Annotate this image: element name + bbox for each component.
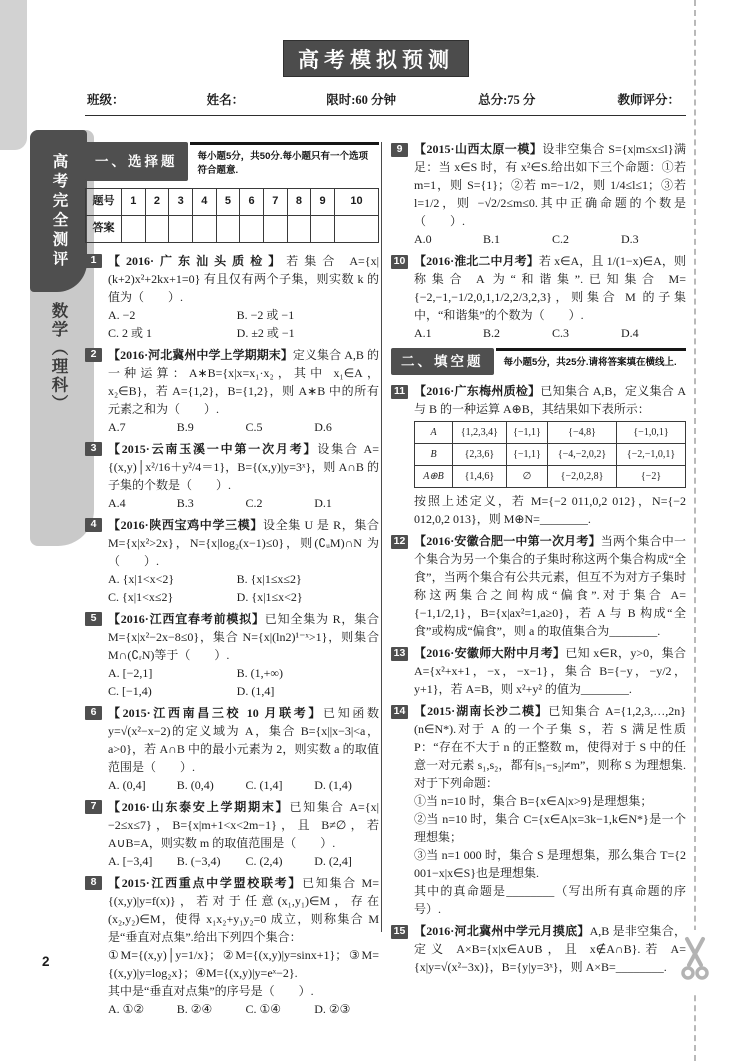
option-d: D. (2,4]: [314, 853, 352, 868]
answer-cell: [240, 215, 264, 242]
option-d: D.1: [314, 495, 332, 510]
question-source: 【2015·江西重点中学盟校联考】: [108, 875, 303, 890]
answer-grid-number-row: [86, 188, 379, 215]
question-3: [85, 440, 379, 512]
section-1-header: [85, 142, 379, 181]
option-a: A. {x|1<x<2}: [108, 571, 175, 586]
sidebar-subject: [38, 302, 78, 502]
option-c: C. ①④: [245, 1001, 282, 1016]
options: [108, 306, 379, 342]
question-number-badge: 2: [85, 348, 102, 362]
option-d: D. ②③: [314, 1001, 351, 1016]
section-2-badge: 二、填空题: [391, 348, 494, 375]
option-a: A.0: [414, 232, 432, 246]
option-d: D. (1,4): [314, 777, 352, 792]
options: [108, 664, 379, 700]
right-column: [391, 140, 686, 980]
question-7: [85, 798, 379, 870]
answer-cell: [287, 215, 311, 242]
section-1-note: 每小题5分，共50分.每小题只有一个选项符合题意.: [190, 142, 380, 181]
question-source: 【2015·云南玉溪一中第一次月考】: [108, 441, 318, 456]
option-b: B. (0,4): [176, 777, 214, 792]
sidebar-series-label: 高考完全测评: [50, 152, 68, 270]
option-d: D. ±2 或 −1: [236, 325, 295, 340]
question-number-badge: 14: [391, 705, 408, 719]
question-text: 【2016·江西宜春考前模拟】已知全集为 R，集合 M={x|x²−2x−8≤0}，集合 N={x|(ln2)¹⁻ˣ>1}，则集合 M∩(∁ᵣN)等于（ ）.: [108, 611, 379, 662]
option-c: C. (1,4]: [245, 777, 283, 792]
option-d: D. (1,4]: [236, 683, 275, 698]
answer-grid-col: 4: [192, 188, 216, 215]
question-text: 【2016·广东梅州质检】已知集合 A,B，定义集合 A 与 B 的一种运算 A⊕B，其结果如下表所示：: [414, 384, 686, 417]
option-c: C. [−1,4): [108, 683, 152, 698]
section-1-badge: 一、选择题: [85, 142, 188, 181]
page-edge-shade: [0, 0, 27, 150]
option-b: B.2: [483, 326, 501, 340]
question-number-badge: 4: [85, 518, 102, 532]
answer-grid-col: 3: [169, 188, 193, 215]
question-source: 【2016·淮北二中月考】: [414, 254, 539, 268]
option-d: D.4: [621, 326, 639, 340]
question-12: [391, 532, 686, 640]
question-8: [85, 874, 379, 1018]
question-number-badge: 15: [391, 925, 408, 939]
option-d: D.6: [314, 419, 332, 434]
section-2-note: 每小题5分，共25分.请将答案填在横线上.: [496, 348, 687, 375]
question-source: 【2015·湖南长沙二模】: [414, 704, 549, 719]
option-c: C.2: [552, 232, 570, 246]
option-a: A. [−3,4]: [108, 853, 153, 868]
question-text: 【2015·云南玉溪一中第一次月考】设集合 A={(x,y)│x²/16＋y²/4＝1}，B={(x,y)|y=3ˣ}，则 A∩B 的子集的个数是（ ）.: [108, 441, 379, 492]
option-b: B. −2 或 −1: [236, 307, 295, 322]
option-c: C.3: [552, 326, 570, 340]
section-2-header: [391, 348, 686, 375]
column-divider: [381, 142, 382, 932]
question-14: [391, 702, 686, 918]
question-tail: 按照上述定义，若 M={−2 011,0,2 012}，N={−2 012,0,2 013}，则 M⊕N=________.: [414, 494, 686, 527]
question-15: [391, 922, 686, 976]
option-c: C. (2,4): [245, 853, 283, 868]
question-source: 【2015·山西太原一模】: [414, 142, 543, 156]
option-d: D. {x|1≤x<2}: [236, 589, 303, 604]
question-source: 【2016·陕西宝鸡中学三模】: [108, 517, 263, 532]
question-source: 【2015·江西南昌三校 10 月联考】: [108, 705, 324, 720]
question-5: [85, 610, 379, 700]
answer-grid-col: 9: [311, 188, 335, 215]
option-b: B. (1,+∞): [236, 665, 283, 680]
question-text: 【2015·江西重点中学盟校联考】已知集合 M={(x,y)|y=f(x)}，若对于任意(x₁,y₁)∈M，存在(x₂,y₂)∈M，使得 x₁x₂+y₁y₂=0 成立，则称集合 M 是“垂直对点集”.给出下列四个集合：: [108, 875, 379, 944]
question-number-badge: 8: [85, 876, 102, 890]
answer-cell: [145, 215, 169, 242]
question-text: 【2016·安徽合肥一中第一次月考】当两个集合中一个集合为另一个集合的子集时称这两个集合构成“全食”，当两个集合有公共元素，但互不为对方子集时称这两集合之间构成“偏食”.对于集合 A={−1,1/2,1}，B={x|ax²=1,a≥0}，若 A 与 B 构成“全食”或构成“偏食”，则 a 的取值集合为________.: [414, 534, 686, 639]
table-row: A {1,2,3,4} {−1,1} {−4,8} {−1,0,1}: [415, 422, 686, 444]
question-source: 【2016·安徽师大附中月考】: [414, 646, 566, 661]
answer-grid: [85, 188, 379, 243]
options: [108, 852, 379, 870]
operation-result-table: [414, 421, 686, 488]
option-b: B. {x|1≤x≤2}: [236, 571, 302, 586]
question-number-badge: 13: [391, 647, 408, 661]
answer-grid-answer-label: 答案: [86, 215, 122, 242]
question-sets-list: ①M={(x,y)│y=1/x}；②M={(x,y)|y=sinx+1}；③M={(x,y)|y=log₂x}；④M={(x,y)|y=eˣ−2}.: [108, 947, 379, 980]
question-text: 【2016·河北冀州中学上学期期末】定义集合 A,B 的一种运算：A∗B={x|x=x₁·x₂，其中 x₁∈A，x₂∈B}，若 A={1,2}，B={1,2}，则 A∗B 中的所有元素之和为（ ）.: [108, 347, 379, 416]
answer-grid-col: 5: [216, 188, 240, 215]
question-number-badge: 1: [85, 254, 102, 268]
table-row: A⊕B {1,4,6} ∅ {−2,0,2,8} {−2}: [415, 466, 686, 488]
question-11: [391, 382, 686, 528]
option-a: A.7: [108, 419, 126, 434]
sidebar-series-tab: [30, 130, 87, 292]
question-text: 【2016·广东汕头质检】若集合 A={x|(k+2)x²+2kx+1=0} 有且仅有两个子集，则实数 k 的值为（ ）.: [108, 253, 379, 304]
question-number-badge: 11: [391, 385, 408, 399]
option-b: B.9: [176, 419, 194, 434]
answer-grid-col: 8: [287, 188, 311, 215]
question-text: 【2016·安徽师大附中月考】已知 x∈R，y>0，集合 A={x²+x+1，−x，−x−1}，集合 B={−y，−y/2，y+1}，若 A=B，则 x²+y² 的值为________.: [414, 646, 686, 697]
proposition-2: ②当 n=10 时，集合 C={x∈A|x=3k−1,k∈N*}是一个理想集；: [414, 812, 686, 845]
question-tail: 其中的真命题是________（写出所有真命题的序号）.: [414, 884, 686, 917]
option-a: A. ①②: [108, 1001, 145, 1016]
question-number-badge: 7: [85, 800, 102, 814]
name-field: 姓名：: [206, 93, 245, 107]
table-row: B {2,3,6} {−1,1} {−4,−2,0,2} {−2,−1,0,1}: [415, 444, 686, 466]
option-a: A.4: [108, 495, 126, 510]
question-2: [85, 346, 379, 436]
question-10: [391, 252, 686, 342]
question-source: 【2016·山东泰安上学期期末】: [108, 799, 290, 814]
answer-grid-col: 2: [145, 188, 169, 215]
option-a: A. [−2,1]: [108, 665, 153, 680]
option-a: A. (0,4]: [108, 777, 146, 792]
option-c: C. {x|1<x≤2}: [108, 589, 174, 604]
answer-grid-col: 6: [240, 188, 264, 215]
exam-meta-row: [85, 90, 686, 116]
options: [414, 230, 686, 248]
question-number-badge: 10: [391, 255, 408, 269]
option-a: A. −2: [108, 307, 136, 322]
question-number-badge: 12: [391, 535, 408, 549]
answer-cell: [169, 215, 193, 242]
option-c: C. 2 或 1: [108, 325, 153, 340]
left-column: [85, 142, 379, 1022]
question-text: 【2016·山东泰安上学期期末】已知集合 A={x|−2≤x≤7}，B={x|m+1<x<2m−1}，且 B≠∅，若 A∪B=A，则实数 m 的取值范围是（ ）.: [108, 799, 379, 850]
proposition-1: ①当 n=10 时，集合 B={x∈A|x>9}是理想集；: [414, 794, 653, 809]
question-source: 【2016·广东梅州质检】: [414, 384, 541, 399]
answer-grid-col: 1: [122, 188, 146, 215]
question-9: [391, 140, 686, 248]
question-number-badge: 3: [85, 442, 102, 456]
answer-grid-col: 10: [334, 188, 378, 215]
question-1: [85, 252, 379, 342]
question-source: 【2016·江西宜春考前模拟】: [108, 611, 265, 626]
option-d: D.3: [621, 232, 639, 246]
time-limit-field: 限时:60 分钟: [326, 93, 396, 107]
question-source: 【2016·广东汕头质检】: [108, 253, 287, 268]
question-text: 【2015·山西太原一模】设非空集合 S={x|m≤x≤l}满足：当 x∈S 时，有 x²∈S.给出如下三个命题：①若 m=1，则 S={1}；②若 m=−1/2，则 1/4≤l≤1；③若 l=1/2，则 −√2/2≤m≤0.其中正确命题的个数是（ ）.: [414, 142, 686, 228]
option-b: B. ②④: [176, 1001, 213, 1016]
question-prompt: 其中是“垂直对点集”的序号是（ ）.: [108, 983, 314, 998]
page-number: 2: [42, 954, 50, 969]
question-text: 【2016·淮北二中月考】若 x∈A，且 1/(1−x)∈A，则称集合 A 为“和谐集”.已知集合 M={−2,−1,−1/2,0,1,1/2,2/3,2,3}，则集合 M 的子集中，“和谐集”的个数为（ ）.: [414, 254, 686, 322]
question-13: [391, 644, 686, 698]
options: [108, 494, 379, 512]
class-field: 班级：: [87, 93, 125, 107]
question-4: [85, 516, 379, 606]
answer-grid-row-label: 题号: [86, 188, 122, 215]
total-score-field: 总分:75 分: [478, 93, 536, 107]
question-text: 【2016·陕西宝鸡中学三模】设全集 U 是 R，集合 M={x|x²>2x}，N={x|log₂(x−1)≤0}，则(∁ᵤM)∩N 为（ ）.: [108, 517, 379, 568]
option-a: A.1: [414, 326, 432, 340]
question-text: 【2015·江西南昌三校 10 月联考】已知函数 y=√(x²−x−2)的定义域为 A，集合 B={x||x−3|<a，a>0}，若 A∩B 中的最小元素为 2，则实数 a 的取值范围是（ ）.: [108, 705, 379, 774]
exam-title: 高考模拟预测: [298, 48, 454, 72]
proposition-3: ③当 n=1 000 时，集合 S 是理想集，那么集合 T={2 001−x|x∈S}也是理想集.: [414, 848, 686, 881]
answer-cell: [334, 215, 378, 242]
option-b: B. (−3,4): [176, 853, 221, 868]
answer-cell: [263, 215, 287, 242]
answer-cell: [192, 215, 216, 242]
answer-grid-answer-row: [86, 215, 379, 242]
teacher-score-field: 教师评分：: [617, 93, 680, 107]
options: [414, 324, 686, 342]
question-number-badge: 6: [85, 706, 102, 720]
question-source: 【2016·河北冀州中学元月摸底】: [414, 924, 590, 939]
options: [108, 418, 379, 436]
options: [108, 570, 379, 606]
option-b: B.3: [176, 495, 194, 510]
question-number-badge: 9: [391, 143, 408, 157]
exam-title-banner: [283, 40, 469, 77]
answer-cell: [311, 215, 335, 242]
option-b: B.1: [483, 232, 501, 246]
answer-cell: [216, 215, 240, 242]
sidebar-subject-label: 数学（理科）: [49, 302, 67, 413]
answer-grid-col: 7: [263, 188, 287, 215]
question-6: [85, 704, 379, 794]
cut-dashed-line: [694, 0, 696, 1061]
options: [108, 1000, 379, 1018]
answer-cell: [122, 215, 146, 242]
question-source: 【2016·河北冀州中学上学期期末】: [108, 347, 293, 362]
question-text: 【2016·河北冀州中学元月摸底】A,B 是非空集合，定义 A×B={x|x∈A∪B，且 x∉A∩B}.若 A={x|y=√(x²−3x)}，B={y|y=3ˣ}，则 A×B=________.: [414, 924, 686, 975]
question-number-badge: 5: [85, 612, 102, 626]
options: [108, 776, 379, 794]
option-c: C.5: [245, 419, 263, 434]
option-c: C.2: [245, 495, 263, 510]
question-source: 【2016·安徽合肥一中第一次月考】: [414, 534, 601, 549]
question-text: 【2015·湖南长沙二模】已知集合 A={1,2,3,…,2n}(n∈N*).对于 A 的一个子集 S，若 S 满足性质 P：“存在不大于 n 的正整数 m，使得对于 S 中的任意一对元素 s₁,s₂，都有|s₁−s₂|≠m”，则称 S 为理想集.对于下列命题：: [414, 704, 686, 791]
